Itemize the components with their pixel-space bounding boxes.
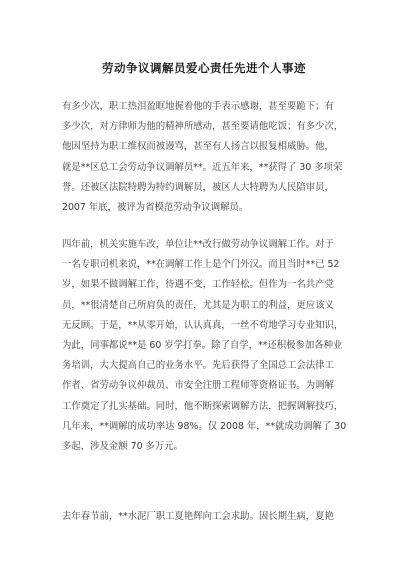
paragraph-line: 为此，同事都说**是 60 岁学打拳。除了自学，**还积极参加各种业 bbox=[62, 339, 343, 351]
paragraph-line: 多少次，对方律师为他的精神所感动，甚至要请他吃饭；有多少次， bbox=[62, 121, 344, 133]
paragraph-line: 员，**很清楚自己所肩负的责任，尤其是为职工的利益，更应该义 bbox=[62, 299, 334, 311]
paragraph-line: 誉。还被区法院特聘为特约调解员，被区人大特聘为人民陪审员， bbox=[62, 181, 334, 193]
paragraph-line: 一名专职司机来说，**在调解工作上是个门外汉。而且当时**已 52 bbox=[62, 259, 340, 271]
paragraph-line: 就是**区总工会劳动争议调解员**。近五年来，**获得了 30 多项荣 bbox=[62, 161, 343, 173]
paragraph-line: 作者、省劳动争议仲裁员、市安全注册工程师等资格证书。为调解 bbox=[62, 380, 334, 392]
paragraph-line: 几年来，**调解的成功率达 98%。仅 2008 年，**就成功调解了 30 bbox=[62, 420, 347, 432]
paragraph-line: 去年春节前，**水泥厂职工夏艳辉向工会求助。因长期生病，夏艳 bbox=[62, 511, 334, 522]
paragraph-line: 2007 年底，被评为省模范劳动争议调解员。 bbox=[62, 201, 249, 213]
document-title: 劳动争议调解员爱心责任先进个人事迹 bbox=[102, 61, 306, 75]
paragraph-line: 他因坚持为职工维权而被谩骂，甚至有人扬言以报复相威胁。他， bbox=[62, 141, 334, 153]
paragraph-3 bbox=[62, 507, 352, 527]
paragraph-line: 多起，涉及金额 70 多万元。 bbox=[62, 440, 184, 452]
paragraph-line: 有多少次，职工热泪盈眶地握着他的手表示感谢，甚至要跪下；有 bbox=[62, 101, 334, 112]
paragraph-line: 工作奠定了扎实基础。同时，他不断探索调解方法，把握调解技巧， bbox=[62, 400, 344, 412]
paragraph-line: 务培训，大大提高自己的业务水平。先后获得了全国总工会法律工 bbox=[62, 360, 334, 372]
paragraph-2 bbox=[62, 235, 352, 457]
paragraph-line: 无反顾。于是，**从零开始，认认真真，一丝不苟地学习专业知识， bbox=[62, 319, 344, 331]
paragraph-line: 四年前，机关实施车改，单位让**改行做劳动争议调解工作。对于 bbox=[62, 239, 334, 250]
paragraph-1 bbox=[62, 97, 352, 218]
paragraph-line: 岁，如果不做调解工作，待遇不变，工作轻松。但作为一名共产党 bbox=[62, 279, 334, 291]
